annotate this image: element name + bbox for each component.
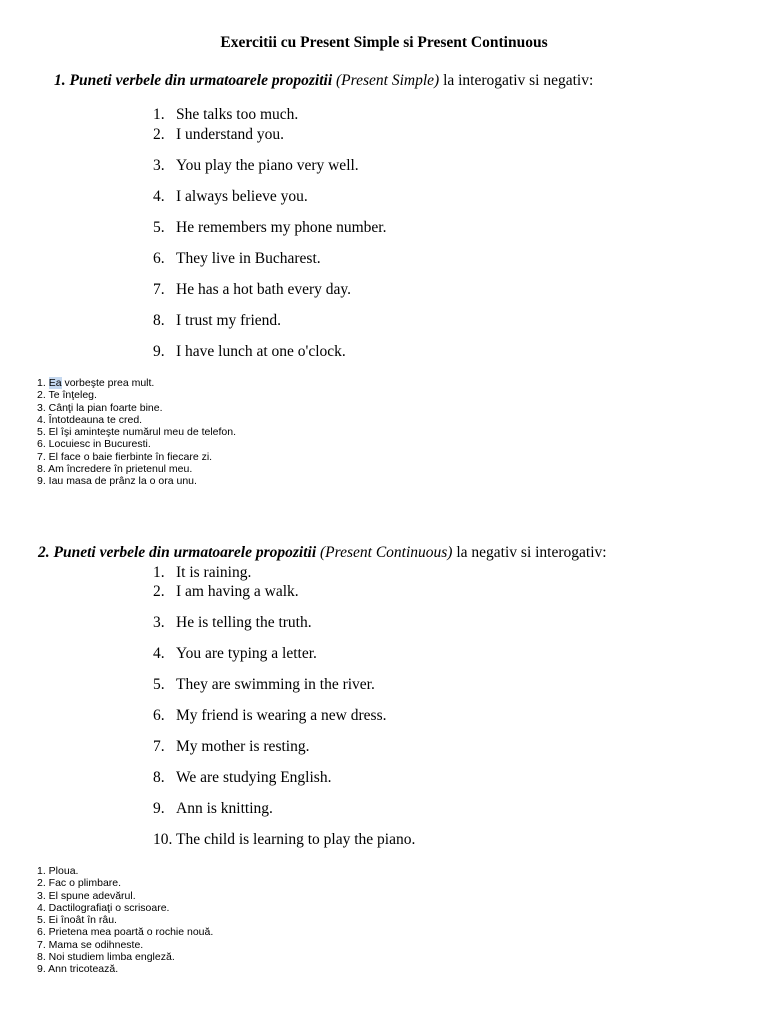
item-number: 5. xyxy=(153,676,165,693)
item-number: 6. xyxy=(153,250,165,267)
item-number: 4. xyxy=(153,645,165,662)
item-number: 5. xyxy=(153,219,165,236)
item-number: 3. xyxy=(153,157,165,174)
translation-line: 5. El îşi aminteşte numărul meu de telefon. xyxy=(37,426,237,439)
section1-heading xyxy=(54,72,593,90)
item-text: I have lunch at one o'clock. xyxy=(176,343,346,360)
item-number: 4. xyxy=(153,188,165,205)
item-number: 8. xyxy=(153,769,165,786)
translation-line: 2. Fac o plimbare. xyxy=(37,877,122,890)
s2-item xyxy=(153,564,251,582)
s2-item xyxy=(153,614,312,632)
item-number: 9. xyxy=(153,343,165,360)
item-number: 2. xyxy=(153,583,165,600)
section2-heading xyxy=(38,544,607,562)
s1-item xyxy=(153,157,359,175)
translation-line: 7. Mama se odihneste. xyxy=(37,938,144,951)
translation-line: 9. Ann tricotează. xyxy=(37,963,119,976)
s2-item xyxy=(153,769,331,787)
s1-item xyxy=(153,126,284,144)
translation-line: 3. Cânţi la pian foarte bine. xyxy=(37,401,163,414)
translation-line: 4. Întotdeauna te cred. xyxy=(37,413,143,426)
item-number: 1. xyxy=(153,564,165,581)
item-text: I always believe you. xyxy=(176,188,308,205)
s1-item xyxy=(153,343,346,361)
translation-line: 9. Iau masa de prânz la o ora unu. xyxy=(37,475,197,488)
translation-line: 1. Ploua. xyxy=(37,865,79,877)
s1-item xyxy=(153,106,298,124)
section1-heading-suffix: la interogativ si negativ: xyxy=(439,72,594,89)
s1-item xyxy=(153,312,281,330)
s2-item xyxy=(153,645,317,663)
highlighted-word: Ea xyxy=(48,377,62,389)
s1-translation-list xyxy=(37,377,236,488)
item-text: My mother is resting. xyxy=(176,738,310,755)
item-number: 3. xyxy=(153,614,165,631)
item-text: He is telling the truth. xyxy=(176,614,312,631)
item-number: 2. xyxy=(153,126,165,143)
item-number: 1. xyxy=(153,106,165,123)
item-text: He remembers my phone number. xyxy=(176,219,387,236)
item-text: It is raining. xyxy=(176,564,252,581)
item-number: 7. xyxy=(153,738,165,755)
translation-line: 2. Te înţeleg. xyxy=(37,389,97,402)
s1-item xyxy=(153,219,386,237)
item-text: I understand you. xyxy=(176,126,285,143)
item-text: He has a hot bath every day. xyxy=(176,281,352,298)
s1-item xyxy=(153,250,321,268)
s2-item xyxy=(153,738,309,756)
item-text: Ann is knitting. xyxy=(176,800,273,817)
item-text: You are typing a letter. xyxy=(176,645,317,662)
s2-item xyxy=(153,583,299,601)
document-title: Exercitii cu Present Simple si Present Continuous xyxy=(220,34,548,51)
s1-item xyxy=(153,281,351,299)
item-number: 8. xyxy=(153,312,165,329)
s2-item xyxy=(153,800,273,818)
item-number: 10. xyxy=(153,831,173,848)
translation-line: 6. Prietena mea poartă o rochie nouă. xyxy=(37,926,214,939)
translation-line: 3. El spune adevărul. xyxy=(37,889,136,902)
s2-item xyxy=(153,676,375,694)
item-text: The child is learning to play the piano. xyxy=(176,831,416,848)
translation-line xyxy=(37,377,236,389)
item-text: She talks too much. xyxy=(176,106,299,123)
item-number: 6. xyxy=(153,707,165,724)
item-text: I am having a walk. xyxy=(176,583,299,600)
section1-heading-tense: (Present Simple) xyxy=(336,72,440,89)
translation-line: 8. Am încredere în prietenul meu. xyxy=(37,463,193,476)
translation-text: vorbeşte prea mult. xyxy=(61,377,155,389)
translation-line: 6. Locuiesc in Bucuresti. xyxy=(37,438,151,451)
translation-line: 4. Dactilografiaţi o scrisoare. xyxy=(37,901,170,914)
item-text: They are swimming in the river. xyxy=(176,676,375,693)
item-text: We are studying English. xyxy=(176,769,332,786)
section2-heading-tense: (Present Continuous) xyxy=(320,544,453,561)
s1-item xyxy=(153,188,308,206)
translation-number: 1. xyxy=(37,377,49,389)
section2-heading-suffix: la negativ si interogativ: xyxy=(452,544,607,561)
section2-heading-instruction: 2. Puneti verbele din urmatoarele propozitii xyxy=(38,544,321,561)
section1-heading-instruction: 1. Puneti verbele din urmatoarele propozitii xyxy=(54,72,337,89)
translation-line: 8. Noi studiem limba engleză. xyxy=(37,951,175,964)
translation-line: 7. El face o baie fierbinte în fiecare zi. xyxy=(37,450,213,463)
item-number: 9. xyxy=(153,800,165,817)
item-text: My friend is wearing a new dress. xyxy=(176,707,387,724)
s2-item xyxy=(153,707,386,725)
item-text: I trust my friend. xyxy=(176,312,282,329)
item-text: They live in Bucharest. xyxy=(176,250,321,267)
translation-line: 5. Ei înoât în râu. xyxy=(37,914,117,927)
item-number: 7. xyxy=(153,281,165,298)
s2-translation-list xyxy=(37,865,213,976)
s2-item xyxy=(153,831,415,849)
item-text: You play the piano very well. xyxy=(176,157,359,174)
